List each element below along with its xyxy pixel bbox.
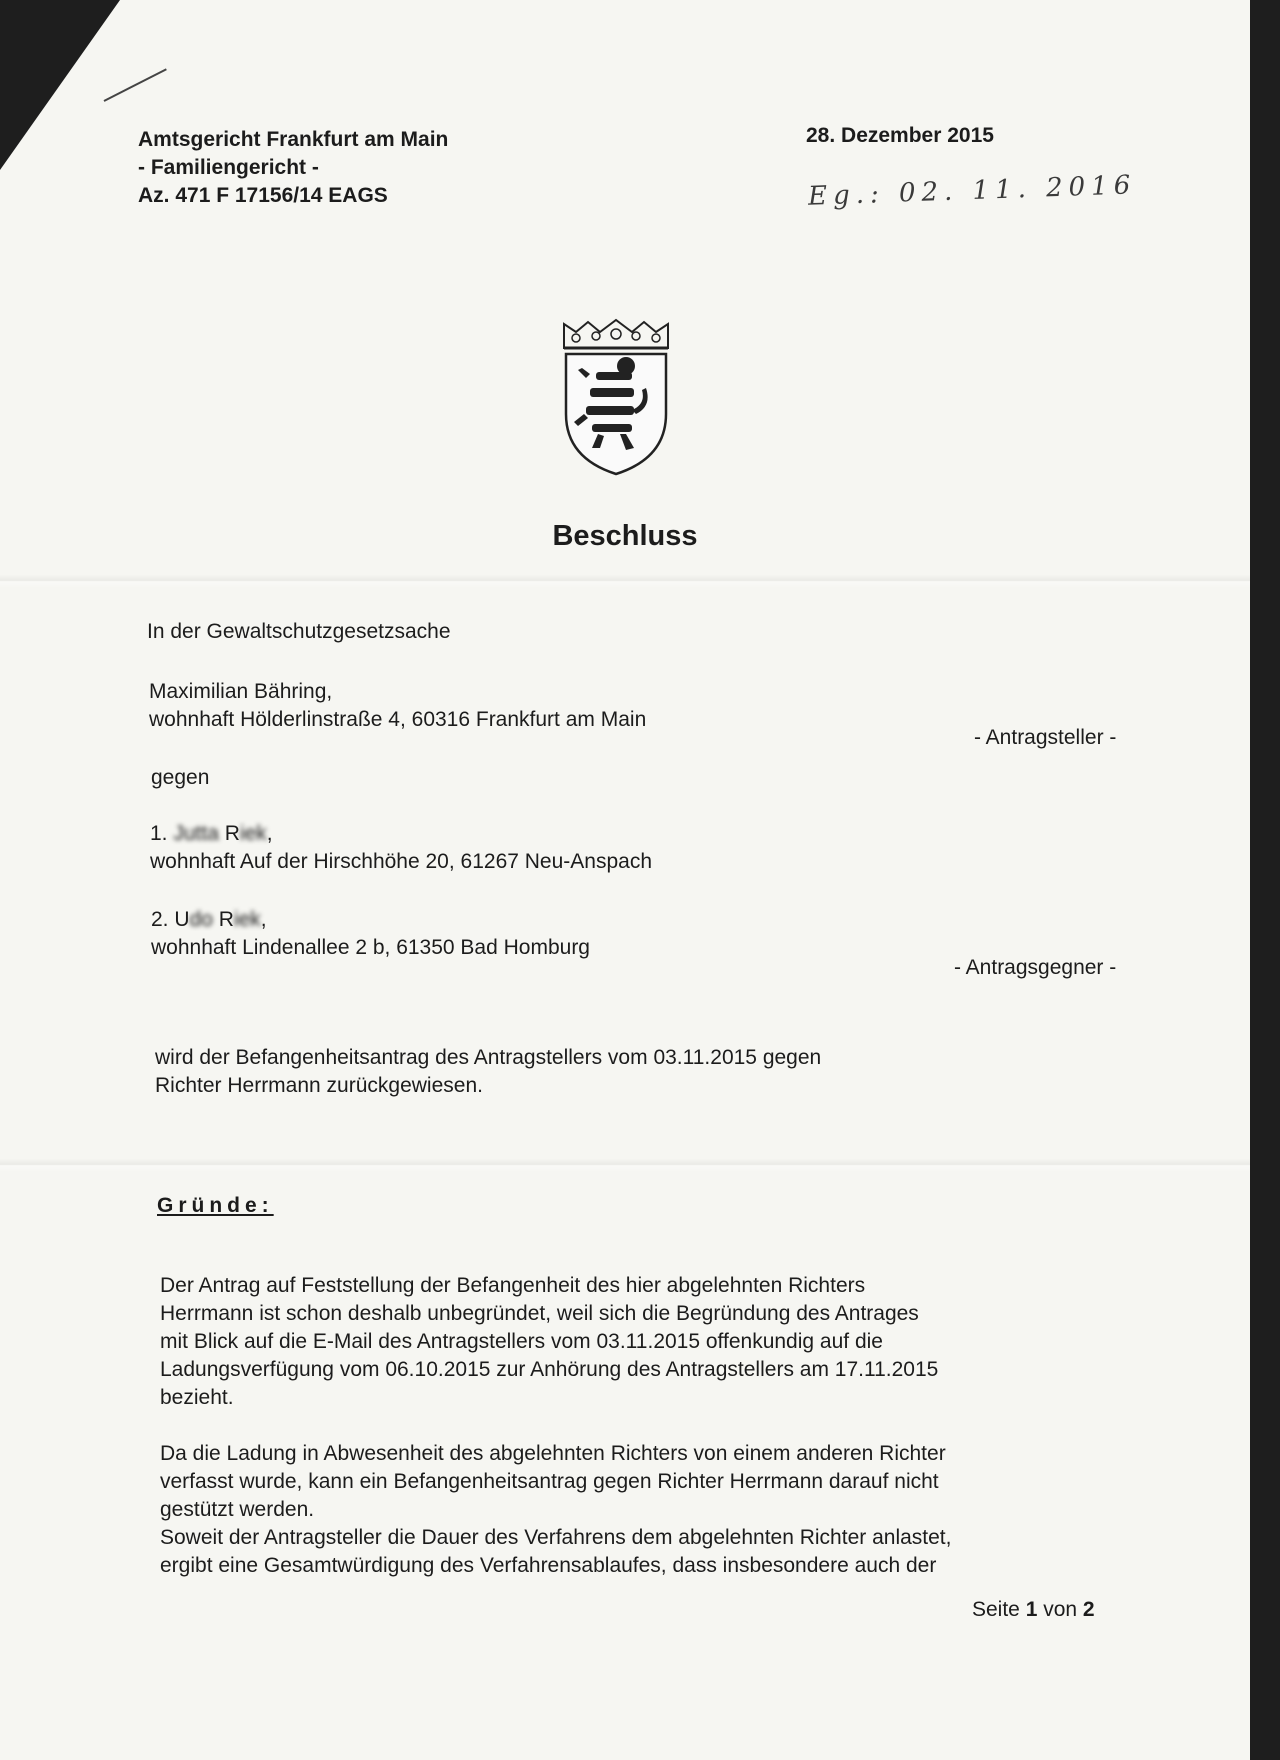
redacted-last-name: iek (239, 822, 267, 845)
paper-fold-line (0, 574, 1250, 588)
paper-fold-line (0, 1158, 1250, 1172)
respondent-2-address: wohnhaft Lindenallee 2 b, 61350 Bad Homburg (151, 936, 590, 959)
respondent-1-block (150, 820, 652, 876)
against-label: gegen (151, 766, 210, 789)
respondent-2-block (151, 906, 590, 962)
applicant-role-label: - Antragsteller - (974, 726, 1117, 749)
redacted-last-name: iek (233, 908, 261, 931)
applicant-block (149, 678, 646, 734)
reasons-text: Der Antrag auf Feststellung der Befangenheit des hier abgelehnten Richters Herrmann ist schon deshalb unbegründet, weil sich die Begründung des Antrages mit Blick auf die E-Mail des Antragstellers vom 03.11.2015 offenkundig auf die Ladungsverfügung vom 06.10.2015 zur Anhörung des Antragstellers am 17.11.2015 bezieht. Da die Ladung in Abwesenheit des abgelehnten Richters von einem anderen Richter verfasst wurde, kann ein Befangenheitsantrag gegen Richter Herrmann darauf nicht gestützt werden. Soweit der Antragsteller die Dauer des Verfahrens dem abgelehnten Richter anlastet, ergibt eine Gesamtwürdigung des Verfahrensablaufes, dass insbesondere auch der (160, 1274, 952, 1577)
redacted-first-name: Jutta (173, 822, 219, 845)
case-number: Az. 471 F 17156/14 EAGS (138, 184, 388, 207)
folded-corner (0, 0, 120, 170)
hesse-coat-of-arms-icon (556, 318, 676, 478)
handwritten-receipt-date: Eg.: 02. 11. 2016 (807, 170, 1137, 212)
page-number: Seite 1 von 2 (972, 1598, 1095, 1621)
applicant-address: wohnhaft Hölderlinstraße 4, 60316 Frankfurt am Main (149, 708, 647, 731)
document-date: 28. Dezember 2015 (806, 124, 994, 147)
respondent-1-address: wohnhaft Auf der Hirschhöhe 20, 61267 Neu-Anspach (150, 850, 653, 873)
applicant-name: Maximilian Bähring, (149, 680, 333, 703)
court-header (138, 126, 448, 210)
reasons-heading: Gründe: (157, 1194, 274, 1217)
respondent-2-name: 2. Udo Riek, (151, 908, 267, 931)
respondent-1-name: 1. Jutta Riek, (150, 822, 273, 845)
redacted-first-name: do (189, 908, 213, 931)
respondents-role-label: - Antragsgegner - (954, 956, 1117, 979)
case-type-intro: In der Gewaltschutzgesetzsache (147, 620, 451, 643)
court-name: Amtsgericht Frankfurt am Main (138, 128, 449, 151)
document-title: Beschluss (552, 520, 698, 552)
decision-text: wird der Befangenheitsantrag des Antragstellers vom 03.11.2015 gegen Richter Herrmann zurückgewiesen. (155, 1046, 822, 1097)
court-department: - Familiengericht - (138, 156, 319, 179)
